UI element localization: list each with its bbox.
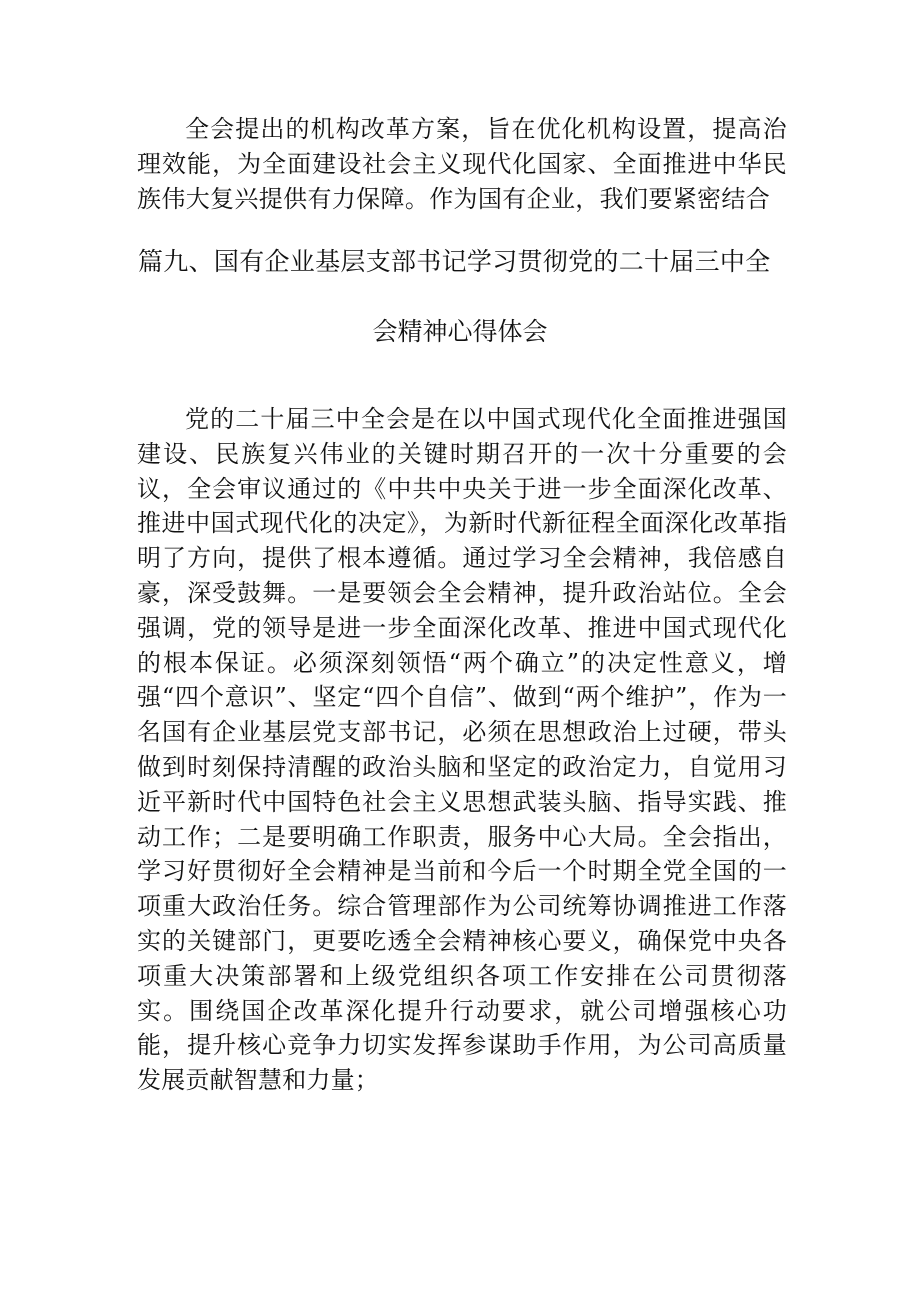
body-paragraph: 党的二十届三中全会是在以中国式现代化全面推进强国建设、民族复兴伟业的关键时期召开的一次十分重要的会议，全会审议通过的《中共中央关于进一步全面深化改革、推进中国式现代化的决定》，为新时代新征程全面深化改革指明了方向，提供了根本遵循。通过学习全会精神，我倍感自豪，深受鼓舞。一是要领会全会精神，提升政治站位。全会强调，党的领导是进一步全面深化改革、推进中国式现代化的根本保证。必须深刻领悟“两个确立”的决定性意义，增强“四个意识”、坚定“四个自信”、做到“两个维护”，作为一名国有企业基层党支部书记，必须在思想政治上过硬，带头做到时刻保持清醒的政治头脑和坚定的政治定力，自觉用习近平新时代中国特色社会主义思想武装头脑、指导实践、推动工作；二是要明确工作职责，服务中心大局。全会指出，学习好贯彻好全会精神是当前和今后一个时期全党全国的一项重大政治任务。综合管理部作为公司统筹协调推进工作落实的关键部门，更要吃透全会精神核心要义，确保党中央各项重大决策部署和上级党组织各项工作安排在公司贯彻落实。围绕国企改革深化提升行动要求，就公司增强核心功能，提升核心竞争力切实发挥参谋助手作用，为公司高质量发展贡献智慧和力量； <box>137 405 787 1095</box>
section-title-line-1: 篇九、国有企业基层支部书记学习贯彻党的二十届三中全 <box>138 247 771 276</box>
section-title-line-2: 会精神心得体会 <box>372 317 548 346</box>
intro-paragraph: 全会提出的机构改革方案，旨在优化机构设置，提高治理效能，为全面建设社会主义现代化国家、全面推进中华民族伟大复兴提供有力保障。作为国有企业，我们要紧密结合 <box>137 115 787 213</box>
